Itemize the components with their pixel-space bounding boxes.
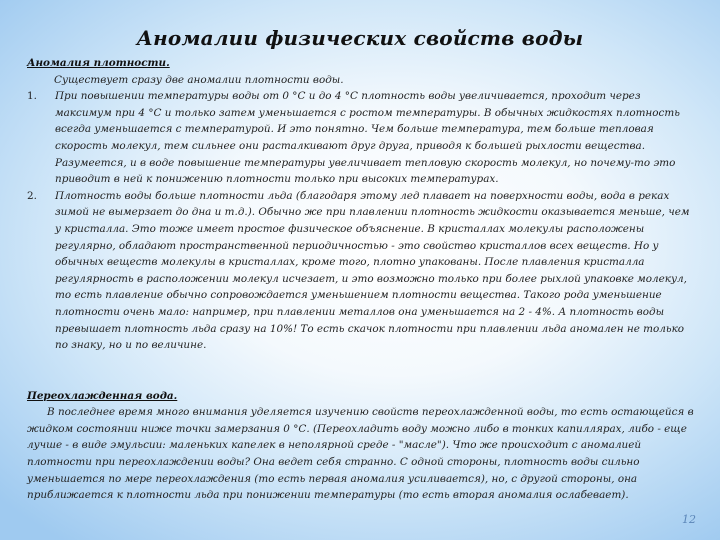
section-intro-density: Существует сразу две аномалии плотности воды. [54,73,344,86]
spacer [27,354,695,371]
list-item [27,88,695,188]
section-text-supercooled: В последнее время много внимания уделяется изучению свойств переохлажденной воды, то есть остающейся в жидком состоянии ниже точки замерзания 0 °С. (Переохладить воду можно либо в тонких капиллярах, либо - еще лучше - в виде эмульсии: маленьких капелек в неполярной среде - "масле"). Что же происходит с аномалией плотности при переохлаждении воды? Она ведет себя странно. С одной стороны, плотность воды сильно уменьшается по мере переохлаждения (то есть первая аномалия усиливается), но, с другой стороны, она приближается к плотности льда при понижении температуры (то есть вторая аномалия ослабевает). [27,406,694,502]
page-number: 12 [682,513,696,526]
list-item-text: При повышении температуры воды от 0 °С и до 4 °С плотность воды увеличивается, проходит через максимум при 4 °С и только затем уменьшается с ростом температуры. В обычных жидкостях плотность всегда уменьшается с температурой. И это понятно. Чем больше температура, тем больше тепловая скорость молекул, тем сильнее они расталкивают друг друга, приводя к большей рыхлости вещества. Разумеется, и в воде повышение температуры увеличивает тепловую скорость молекул, но почему-то это приводит в ней к понижению плотности только при высоких температурах. [55,90,680,186]
section-heading-density: Аномалия плотности. [27,57,170,69]
list-item-number: 1. [27,90,37,103]
list-item-number: 2. [27,189,37,202]
density-anomaly-list [27,88,695,354]
spacer [27,371,695,388]
slide-title: Аномалии физических свойств воды [136,26,584,50]
slide-content [27,55,695,504]
list-item [27,188,695,354]
list-item-text: Плотность воды больше плотности льда (благодаря этому лед плавает на поверхности воды, вода в реках зимой не вымерзает до дна и т.д.). Обычно же при плавлении плотность жидкости оказывается меньше, чем у кристалла. Это тоже имеет простое физическое объяснение. В кристаллах молекулы расположены регулярно, обладают пространственной периодичностью - это свойство кристаллов всех веществ. Но у обычных веществ молекулы в кристаллах, кроме того, плотно упакованы. После плавления кристалла регулярность в расположении молекул исчезает, и это возможно только при более рыхлой упаковке молекул, то есть плавление обычно сопровождается уменьшением плотности вещества. Такого рода уменьшение плотности очень мало: например, при плавлении металлов она уменьшается на 2 - 4%. А плотность воды превышает плотность льда сразу на 10%! То есть скачок плотности при плавлении льда аномален не только по знаку, но и по величине. [55,189,690,352]
section-heading-supercooled: Переохлажденная вода. [27,389,178,402]
